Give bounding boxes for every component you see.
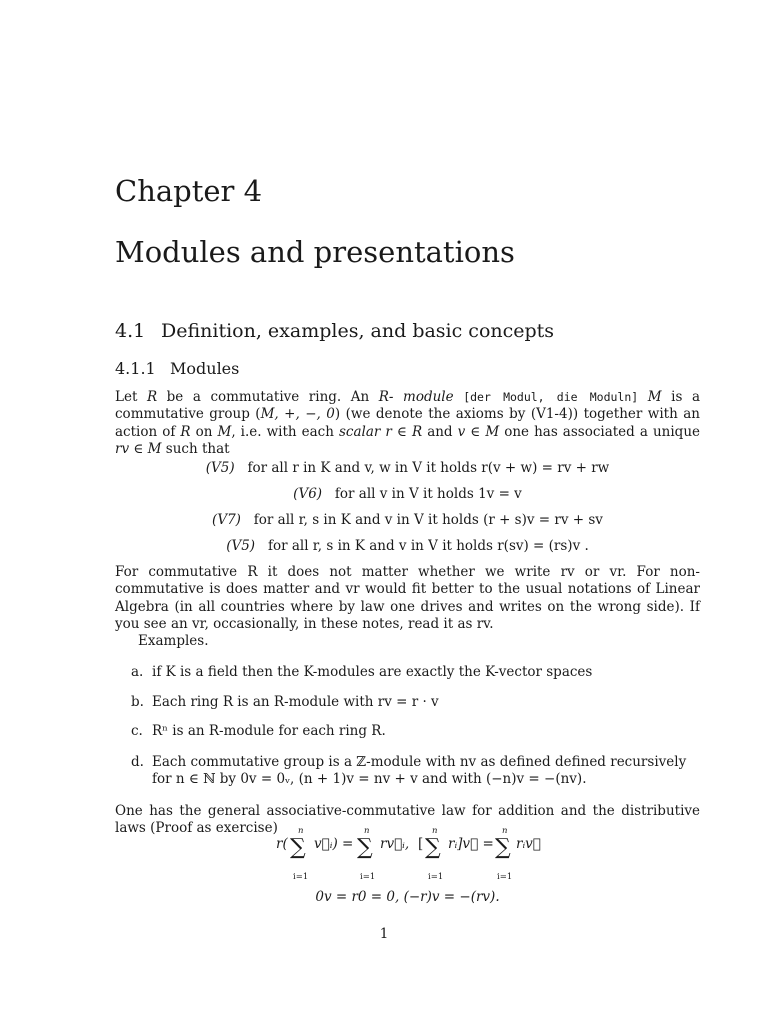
- sum-symbol: ∑: [425, 835, 441, 860]
- example-text: if K is a field then the K-modules are exactly the K-vector spaces: [152, 664, 593, 680]
- laws-paragraph: One has the general associative-commutative law for addition and the distributive laws (Proof as exercise): [115, 803, 700, 837]
- example-text: Each ring R is an R-module with rv = r · v: [152, 694, 439, 710]
- section-heading: [115, 320, 554, 342]
- axiom-line: [115, 460, 700, 477]
- axiom-text: for all r, s in K and v in V it holds r(sv) = (rs)v .: [267, 538, 589, 554]
- page-number: 1: [379, 926, 389, 942]
- german-term: [der Modul, die Moduln]: [463, 390, 639, 404]
- axiom-text: for all r in K and v, w in V it holds r(v + w) = rv + rw: [247, 460, 610, 476]
- section-title: Definition, examples, and basic concepts: [161, 320, 555, 342]
- scalar-term: scalar: [339, 423, 381, 440]
- example-label: b.: [131, 694, 144, 710]
- chapter-title: Modules and presentations: [115, 235, 515, 269]
- module-term: module: [403, 389, 454, 405]
- example-text: Rⁿ is an R-module for each ring R.: [152, 723, 386, 739]
- subsection-number: 4.1.1: [115, 359, 156, 378]
- example-item: [131, 723, 700, 740]
- axiom-text: for all r, s in K and v in V it holds (r + s)v = rv + sv: [253, 512, 603, 528]
- example-item: [131, 694, 700, 711]
- section-number: 4.1: [115, 320, 146, 342]
- axiom-label: (V7): [212, 512, 241, 528]
- examples-label: Examples.: [138, 633, 209, 649]
- axiom-text: for all v in V it holds 1v = v: [334, 486, 522, 502]
- axiom-line: [115, 486, 700, 503]
- example-item: [131, 664, 700, 681]
- commutative-paragraph: For commutative R it does not matter whether we write rv or vr. For non-commutative is does matter and vr would fit better to the usual notations of Linear Algebra (in all countries where by law one drives and writes on the wrong side). If you see an vr, occasionally, in these notes, read it as rv.: [115, 564, 700, 632]
- subsection-heading: [115, 359, 239, 378]
- example-label: a.: [131, 664, 144, 680]
- subsection-title: Modules: [170, 359, 240, 378]
- intro-paragraph: Let R be a commutative ring. An R- module [der Modul, die Moduln] M is a commutative group (M, +, −, 0) (we denote the axioms by (V1-4)) together with an action of R on M, i.e. with each scalar r ∈ R and v ∈ M one has associated a unique rv ∈ M such that: [115, 389, 701, 457]
- chapter-label: Chapter 4: [115, 174, 263, 208]
- sum-symbol: ∑: [357, 835, 373, 860]
- example-label: c.: [131, 723, 143, 739]
- example-label: d.: [131, 754, 144, 770]
- example-text: Each commutative group is a ℤ-module with nv as defined defined recursively for n ∈ ℕ by 0v = 0ᵥ, (n + 1)v = nv + v and with (−n)v = −(nv).: [152, 754, 687, 788]
- sum-symbol: ∑: [290, 835, 306, 860]
- zero-identities: 0v = r0 = 0, (−r)v = −(rv).: [315, 889, 500, 905]
- example-item: [131, 754, 700, 789]
- axiom-label: (V5): [205, 460, 235, 476]
- axiom-line: [115, 538, 700, 555]
- axiom-line: [115, 512, 700, 529]
- document-page: Chapter 4 Modules and presentations 4.1 Definition, examples, and basic concepts 4.1.1 Modules Let R be a commutative ring. An R- module [der Modul, die Moduln] M is a commutative group (M, +, −, 0) (we denote the axioms by (V1-4)) together with an action of R on M, i.e. with each scalar r ∈ R and v ∈ M one has associated a unique rv ∈ M such that (V5) for all r in K and v, w in V it holds r(v + w) = rv + rw (V6) for all v in V it holds 1v = v (V7) for all r, s in K and v in V it holds (r + s)v = rv + sv (V5) for all r, s in K and v in V it holds r(sv) = (rs)v . For commutative R it does not matter whether we write rv or vr. For non-commutative is does matter and vr would fit better to the usual notations of Linear Algebra (in all countries where by law one drives and writes on the wrong side). If you see an vr, occasionally, in these notes, read it as rv. Examples. a. if K is a field then the K-modules are exactly the K-vector spaces b. Each ring R is an R-module with rv = r · v c. Rⁿ is an R-module for each ring R. d. Each commutative group is a ℤ-module with nv as defined defined recursively for n ∈ ℕ by 0v = 0ᵥ, (n + 1)v = nv + v and with (−n)v = −(nv). One has the general associative-commutative law for addition and the distributive laws (Proof as exercise) r( ∑ n i=1 v⃗ᵢ) = ∑ n i=1 rv⃗ᵢ, [ ∑ n i=1 rᵢ]v⃗ = ∑ n i=1 rᵢv⃗ 0v = r0 = 0, (−r)v = −(rv). 1: [0, 0, 768, 1024]
- axiom-label: (V6): [293, 486, 323, 502]
- sum-symbol: ∑: [495, 835, 511, 860]
- axiom-label: (V5): [226, 538, 256, 554]
